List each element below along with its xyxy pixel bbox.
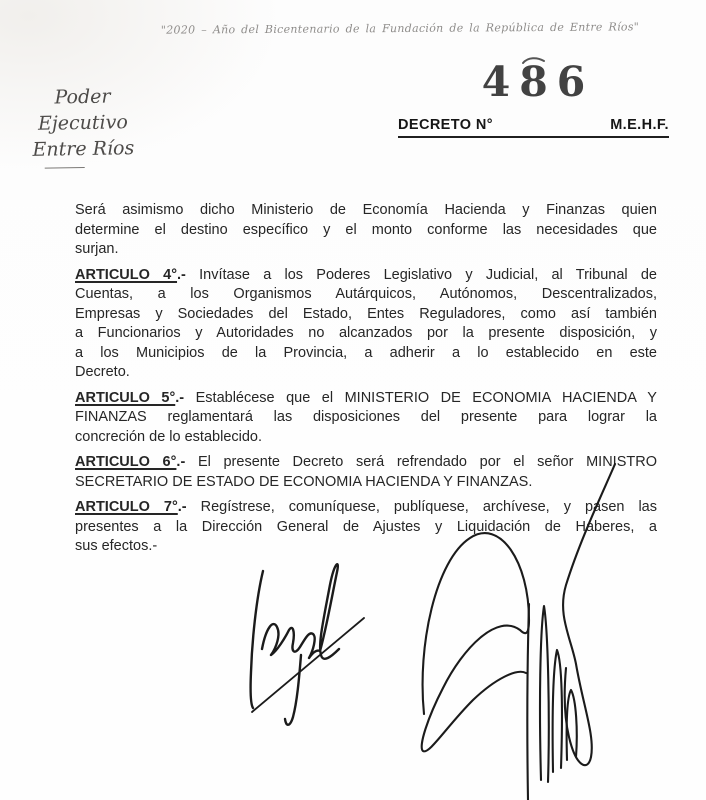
article-label: ARTICULO 5° xyxy=(75,389,176,406)
paragraph-line xyxy=(75,389,657,409)
paragraph xyxy=(75,498,657,557)
line-text: Regístrese, comuníquese, publíquese, archívese, y pasen las xyxy=(200,499,657,515)
decree-stamped-number: 486 xyxy=(481,58,595,106)
paragraph-line xyxy=(75,453,657,473)
paragraph-line: concreción de lo establecido. xyxy=(75,428,263,445)
paragraph-line: surjan. xyxy=(75,241,119,257)
paragraph-line: FINANZAS reglamentará las disposiciones del presente para lograr la xyxy=(75,409,657,425)
article-label: ARTICULO 7° xyxy=(75,499,178,515)
paragraph-line: presentes a la Dirección General de Ajustes y Liquidación de Haberes, a xyxy=(75,518,657,535)
year-motto: "2020 – Año del Bicentenario de la Fundación de la República de Entre Ríos" xyxy=(160,20,640,37)
paragraph xyxy=(75,453,657,492)
paragraph-line: SECRETARIO DE ESTADO DE ECONOMIA HACIENDA Y FINANZAS. xyxy=(75,473,533,490)
decree-label: DECRETO N° xyxy=(398,117,493,133)
article-separator: .- xyxy=(177,266,200,283)
signature-left xyxy=(251,564,364,725)
ministry-initials: M.E.H.F. xyxy=(610,117,669,133)
paragraph-line: Empresas y Sociedades del Estado, Entes Reguladores, como así también xyxy=(75,305,657,322)
article-label: ARTICULO 4° xyxy=(75,266,178,283)
paragraph-line: Decreto. xyxy=(75,364,130,380)
line-text: Establécese que el MINISTERIO DE ECONOMIA HACIENDA Y xyxy=(195,389,657,406)
paragraph-line: Será asimismo dicho Ministerio de Economía Hacienda y Finanzas quien xyxy=(75,202,657,218)
line-text: El presente Decreto será refrendado por el señor MINISTRO xyxy=(197,454,657,470)
paragraph-line: Cuentas, a los Organismos Autárquicos, Autónomos, Descentralizados, xyxy=(75,286,657,302)
letterhead xyxy=(15,83,150,169)
paragraph xyxy=(75,266,657,383)
article-separator: .- xyxy=(175,389,196,406)
document-body xyxy=(75,201,657,563)
paragraph-line: determine el destino específico y el monto conforme las necesidades que xyxy=(75,221,657,238)
paragraph-line xyxy=(75,498,657,518)
paragraph-line: sus efectos.- xyxy=(75,538,158,554)
paragraph-line xyxy=(75,266,657,286)
paragraph-line: a Funcionarios y Autoridades no alcanzados por la presente disposición, y xyxy=(75,325,657,341)
letterhead-line1: Poder Ejecutivo xyxy=(37,85,129,135)
paragraph xyxy=(75,201,657,260)
paragraph-line: a los Municipios de la Provincia, a adherir a lo establecido en este xyxy=(75,344,657,361)
article-label: ARTICULO 6° xyxy=(75,454,177,470)
paragraph xyxy=(75,389,657,448)
letterhead-underline xyxy=(45,167,85,169)
line-text: Invítase a los Poderes Legislativo y Judicial, al Tribunal de xyxy=(199,266,657,283)
letterhead-line2: Entre Ríos xyxy=(32,137,135,161)
article-separator: .- xyxy=(176,454,198,470)
decree-title-row xyxy=(398,108,669,138)
article-separator: .- xyxy=(177,499,201,515)
